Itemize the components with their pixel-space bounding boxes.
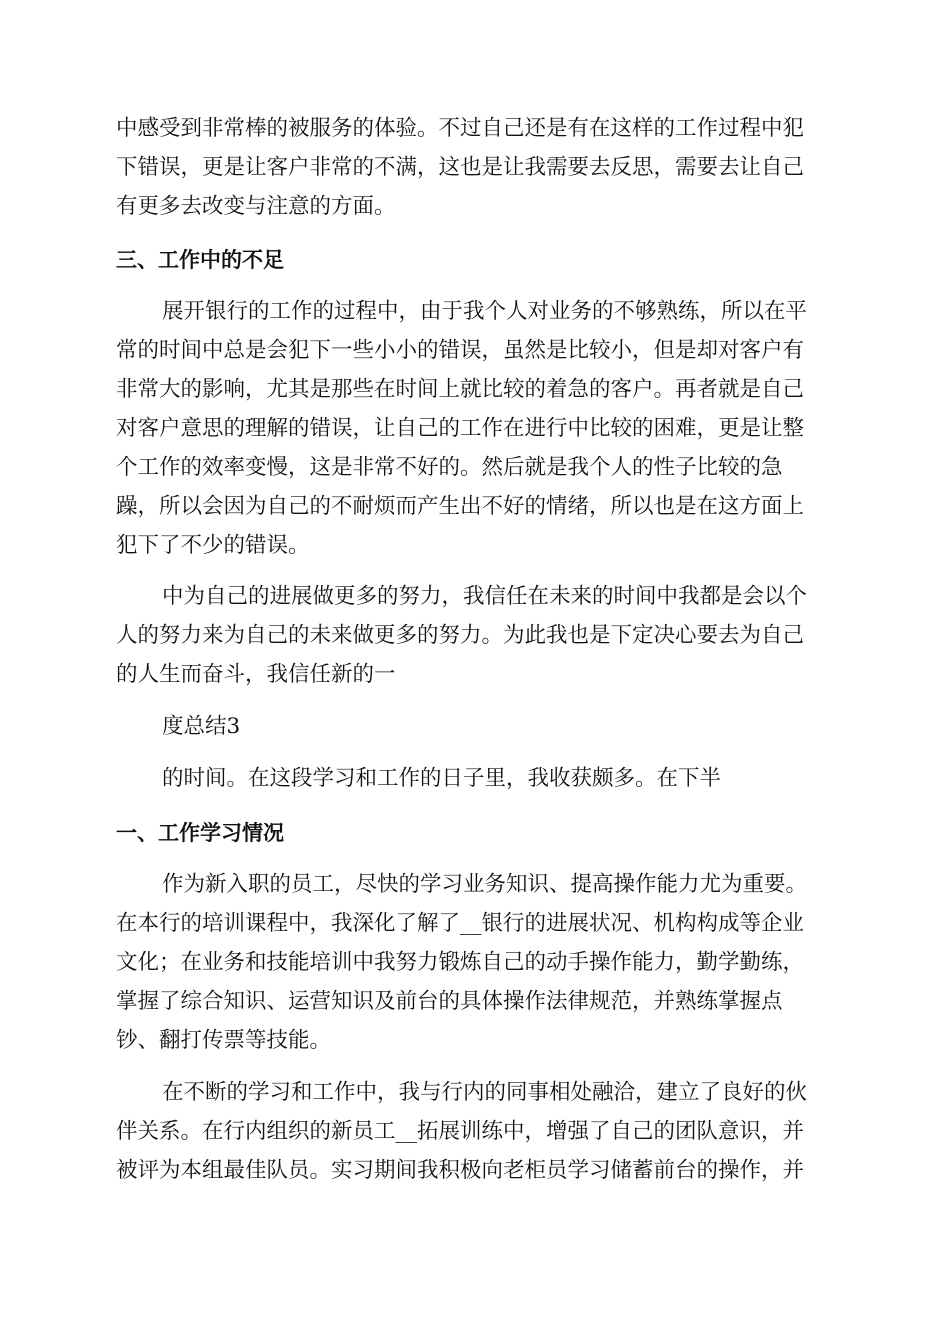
paragraph-line: 在不断的学习和工作中，我与行内的同事相处融洽，建立了良好的伙 [162, 1080, 808, 1105]
paragraph-line: 展开银行的工作的过程中，由于我个人对业务的不够熟练，所以在平 [162, 299, 808, 324]
paragraph-line: 钞、翻打传票等技能。 [116, 1028, 332, 1053]
section-heading: 三、工作中的不足 [116, 248, 284, 272]
paragraph-line: 非常大的影响，尤其是那些在时间上就比较的着急的客户。再者就是自己 [116, 377, 805, 402]
paragraph-line: 作为新入职的员工，尽快的学习业务知识、提高操作能力尤为重要。 [162, 872, 808, 897]
paragraph-line: 人的努力来为自己的未来做更多的努力。为此我也是下定决心要去为自己 [116, 623, 805, 648]
paragraph-line: 躁，所以会因为自己的不耐烦而产生出不好的情绪，所以也是在这方面上 [116, 494, 805, 519]
paragraph-line: 文化；在业务和技能培训中我努力锻炼自己的动手操作能力，勤学勤练， [116, 950, 805, 975]
section-heading: 一、工作学习情况 [116, 821, 284, 845]
paragraph-line: 犯下了不少的错误。 [116, 533, 310, 558]
paragraph-line: 被评为本组最佳队员。实习期间我积极向老柜员学习储蓄前台的操作，并 [116, 1158, 805, 1183]
paragraph-line: 度总结3 [162, 714, 241, 739]
paragraph-line: 的时间。在这段学习和工作的日子里，我收获颇多。在下半 [162, 766, 722, 791]
paragraph-line: 伴关系。在行内组织的新员工__拓展训练中，增强了自己的团队意识，并 [116, 1119, 805, 1144]
paragraph-line: 在本行的培训课程中，我深化了解了__银行的进展状况、机构构成等企业 [116, 911, 805, 936]
paragraph-line: 个工作的效率变慢，这是非常不好的。然后就是我个人的性子比较的急 [116, 455, 783, 480]
paragraph-line: 有更多去改变与注意的方面。 [116, 194, 396, 219]
paragraph-line: 常的时间中总是会犯下一些小小的错误，虽然是比较小，但是却对客户有 [116, 338, 805, 363]
paragraph-line: 中感受到非常棒的被服务的体验。不过自己还是有在这样的工作过程中犯 [116, 116, 805, 141]
paragraph-line: 对客户意思的理解的错误，让自己的工作在进行中比较的困难，更是让整 [116, 416, 805, 441]
paragraph-line: 掌握了综合知识、运营知识及前台的具体操作法律规范，并熟练掌握点 [116, 989, 783, 1014]
paragraph-line: 的人生而奋斗，我信任新的一 [116, 662, 396, 687]
paragraph-line: 中为自己的进展做更多的努力，我信任在未来的时间中我都是会以个 [162, 584, 808, 609]
paragraph-line: 下错误，更是让客户非常的不满，这也是让我需要去反思，需要去让自己 [116, 155, 805, 180]
